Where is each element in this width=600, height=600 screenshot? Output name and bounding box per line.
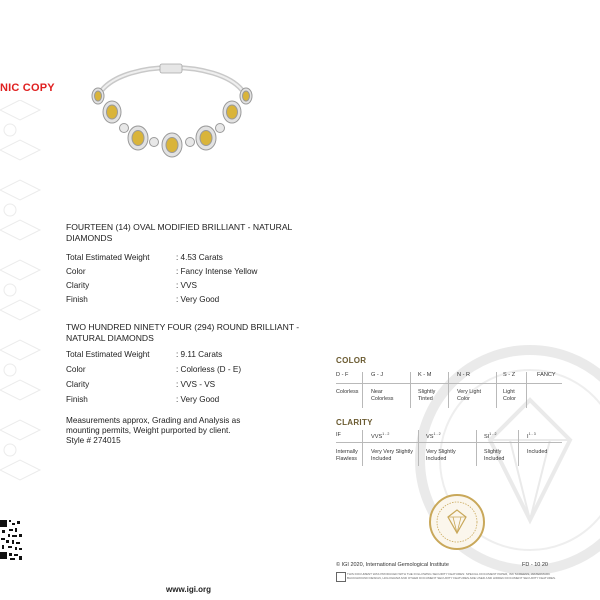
row-label: Clarity	[66, 380, 90, 389]
color-scale-title: COLOR	[336, 356, 367, 365]
grading-notes	[66, 416, 256, 446]
color-grade: K - M	[418, 372, 432, 378]
electronic-copy-banner: NIC COPY	[0, 82, 55, 94]
clarity-scale-line	[336, 442, 562, 443]
color-grade: G - J	[371, 372, 384, 378]
row-value: : 9.11 Carats	[176, 350, 223, 359]
security-fine-print: THIS DOCUMENT WAS PRODUCED WITH THE FOLLOWING SECURITY FEATURES: SPECIAL DOCUMENT PAPER, INK SCREENS, WATERMARK BACKGROUND DESIGN, HOLOGRAM AND OTHER DOCUMENT SECURITY FEATURES ARE USED AND HIDDEN DOCUMENT SECURITY FEATURES.	[347, 572, 556, 580]
clarity-grade	[426, 432, 441, 440]
color-desc: Slightly Tinted	[418, 389, 436, 402]
igi-seal-logo	[428, 493, 486, 551]
notes-text: Measurements approx, Grading and Analysis as mounting permits, Weight purported by client.	[66, 416, 241, 435]
row-value: : Very Good	[176, 395, 220, 404]
row-value: : VVS - VS	[176, 380, 216, 389]
grade-base: I	[527, 433, 529, 440]
style-number: Style # 274015	[66, 436, 121, 445]
color-desc: Light Color	[503, 389, 516, 402]
form-code: FD - 10 20	[522, 562, 548, 568]
scale-divider	[496, 372, 497, 408]
scale-divider	[526, 372, 527, 408]
row-value: : Very Good	[176, 295, 220, 304]
clarity-scale-title: CLARITY	[336, 418, 373, 427]
bracelet-image	[72, 50, 272, 165]
section2-title: TWO HUNDRED NINETY FOUR (294) ROUND BRILLIANT - NATURAL DIAMONDS	[66, 322, 300, 343]
qr-code	[0, 518, 22, 562]
color-desc: Colorless	[336, 389, 359, 395]
grade-sup: 1 - 3	[528, 432, 536, 436]
row-value: : Fancy Intense Yellow	[176, 267, 258, 276]
clarity-desc: Included	[527, 449, 548, 455]
copyright-text: © IGI 2020, International Gemological Institute	[336, 562, 449, 568]
grade-base: SI	[484, 433, 490, 440]
clarity-desc: Very Slightly Included	[426, 449, 456, 462]
grade-sup: 1 - 2	[382, 432, 390, 436]
scale-divider	[518, 430, 519, 466]
row-label: Finish	[66, 395, 88, 404]
grade-sup: 1 - 2	[489, 432, 497, 436]
clarity-grade	[484, 432, 497, 440]
color-grade: FANCY	[537, 372, 556, 378]
website-link[interactable]: www.igi.org	[166, 585, 212, 594]
row-label: Color	[66, 365, 86, 374]
row-value: : Colorless (D - E)	[176, 365, 242, 374]
clarity-desc: Internally Flawless	[336, 449, 358, 462]
row-label: Finish	[66, 295, 88, 304]
section1-title: FOURTEEN (14) OVAL MODIFIED BRILLIANT - NATURAL DIAMONDS	[66, 222, 293, 243]
scale-divider	[362, 430, 363, 466]
security-icon	[336, 572, 346, 582]
scale-divider	[418, 430, 419, 466]
clarity-desc: Very Very Slightly Included	[371, 449, 413, 462]
row-label: Color	[66, 267, 86, 276]
row-value: : 4.53 Carats	[176, 253, 223, 262]
clarity-grade	[336, 432, 341, 438]
color-grade: N - R	[457, 372, 471, 378]
color-desc: Very Light Color	[457, 389, 481, 402]
row-value: : VVS	[176, 281, 197, 290]
grade-base: VVS	[371, 433, 383, 440]
grade-sup: 1 - 2	[433, 432, 441, 436]
clarity-desc: Slightly Included	[484, 449, 505, 462]
scale-divider	[476, 430, 477, 466]
row-label: Total Estimated Weight	[66, 350, 150, 359]
scale-divider	[448, 372, 449, 408]
security-pattern-left	[0, 100, 48, 500]
scale-divider	[362, 372, 363, 408]
color-grade: D - F	[336, 372, 349, 378]
grade-base: VS	[426, 433, 434, 440]
color-grade: S - Z	[503, 372, 516, 378]
clarity-grade	[371, 432, 389, 440]
scale-divider	[410, 372, 411, 408]
row-label: Clarity	[66, 281, 90, 290]
color-scale-line	[336, 383, 562, 384]
row-label: Total Estimated Weight	[66, 253, 150, 262]
grade-base: IF	[336, 432, 341, 438]
clarity-grade	[527, 432, 536, 440]
color-desc: Near Colorless	[371, 389, 394, 402]
